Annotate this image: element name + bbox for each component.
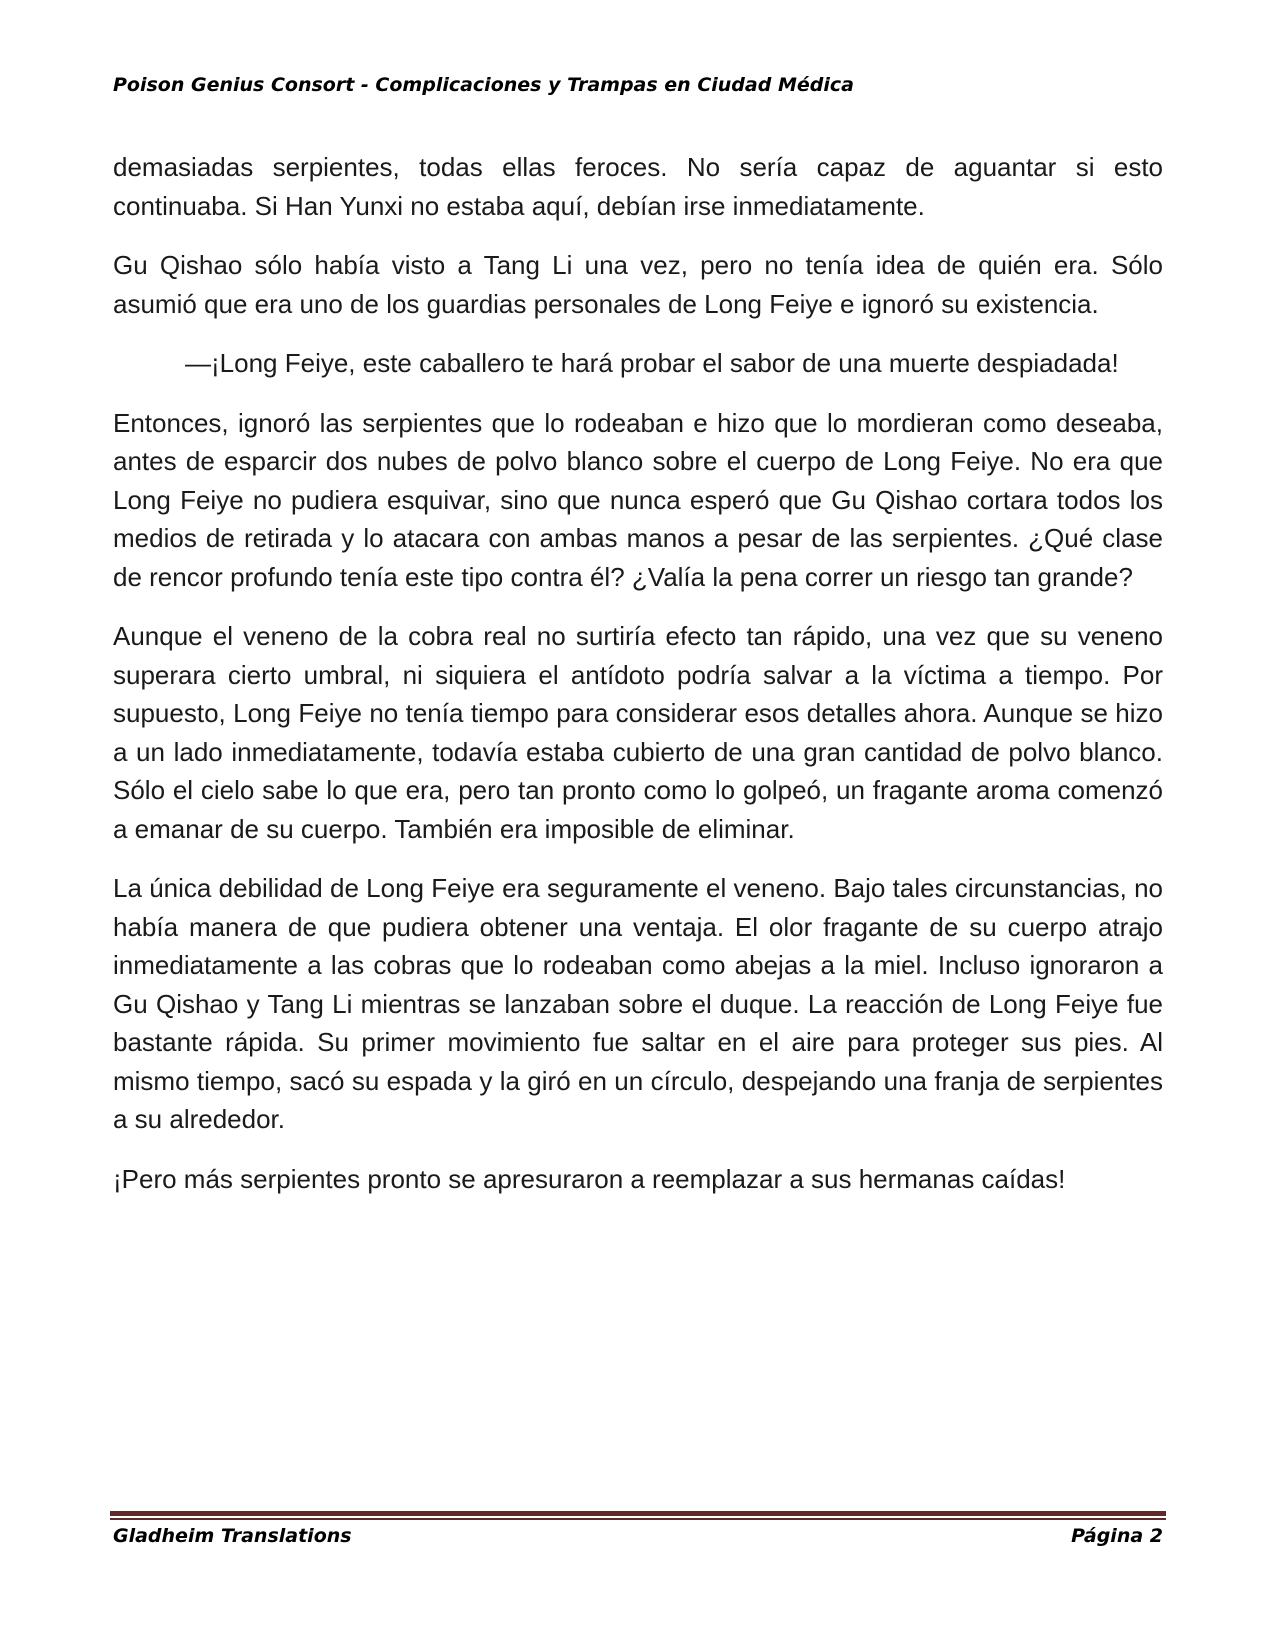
paragraph: Gu Qishao sólo había visto a Tang Li una vez, pero no tenía idea de quién era. Sólo asumió que era uno de los guardias personales de Long Feiye e ignoró su existencia.	[113, 250, 1163, 319]
footer-publisher: Gladheim Translations	[113, 1525, 352, 1547]
paragraph: demasiadas serpientes, todas ellas feroces. No sería capaz de aguantar si esto continuaba. Si Han Yunxi no estaba aquí, debían irse inmediatamente.	[113, 152, 1163, 221]
dialogue-paragraph: —¡Long Feiye, este caballero te hará probar el sabor de una muerte despiadada!	[185, 348, 1119, 378]
footer-page-number: Página 2	[1071, 1525, 1163, 1547]
footer-divider-thin	[110, 1518, 1166, 1520]
page-body	[113, 148, 1163, 1219]
paragraph: Aunque el veneno de la cobra real no surtiría efecto tan rápido, una vez que su veneno superara cierto umbral, ni siquiera el antídoto podría salvar a la víctima a tiempo. Por supuesto, Long Feiye no tenía tiempo para considerar esos detalles ahora. Aunque se hizo a un lado inmediatamente, todavía estaba cubierto de una gran cantidad de polvo blanco. Sólo el cielo sabe lo que era, pero tan pronto como lo golpeó, un fragante aroma comenzó a emanar de su cuerpo. También era imposible de eliminar.	[113, 621, 1163, 844]
running-header: Poison Genius Consort - Complicaciones y Trampas en Ciudad Médica	[113, 74, 854, 96]
paragraph: La única debilidad de Long Feiye era seguramente el veneno. Bajo tales circunstancias, no había manera de que pudiera obtener una ventaja. El olor fragante de su cuerpo atrajo inmediatamente a las cobras que lo rodeaban como abejas a la miel. Incluso ignoraron a Gu Qishao y Tang Li mientras se lanzaban sobre el duque. La reacción de Long Feiye fue bastante rápida. Su primer movimiento fue saltar en el aire para proteger sus pies. Al mismo tiempo, sacó su espada y la giró en un círculo, despejando una franja de serpientes a su alrededor.	[113, 873, 1163, 1134]
paragraph: ¡Pero más serpientes pronto se apresuraron a reemplazar a sus hermanas caídas!	[113, 1163, 1066, 1194]
paragraph: Entonces, ignoró las serpientes que lo rodeaban e hizo que lo mordieran como deseaba, antes de esparcir dos nubes de polvo blanco sobre el cuerpo de Long Feiye. No era que Long Feiye no pudiera esquivar, sino que nunca esperó que Gu Qishao cortara todos los medios de retirada y lo atacara con ambas manos a pesar de las serpientes. ¿Qué clase de rencor profundo tenía este tipo contra él? ¿Valía la pena correr un riesgo tan grande?	[113, 407, 1163, 592]
